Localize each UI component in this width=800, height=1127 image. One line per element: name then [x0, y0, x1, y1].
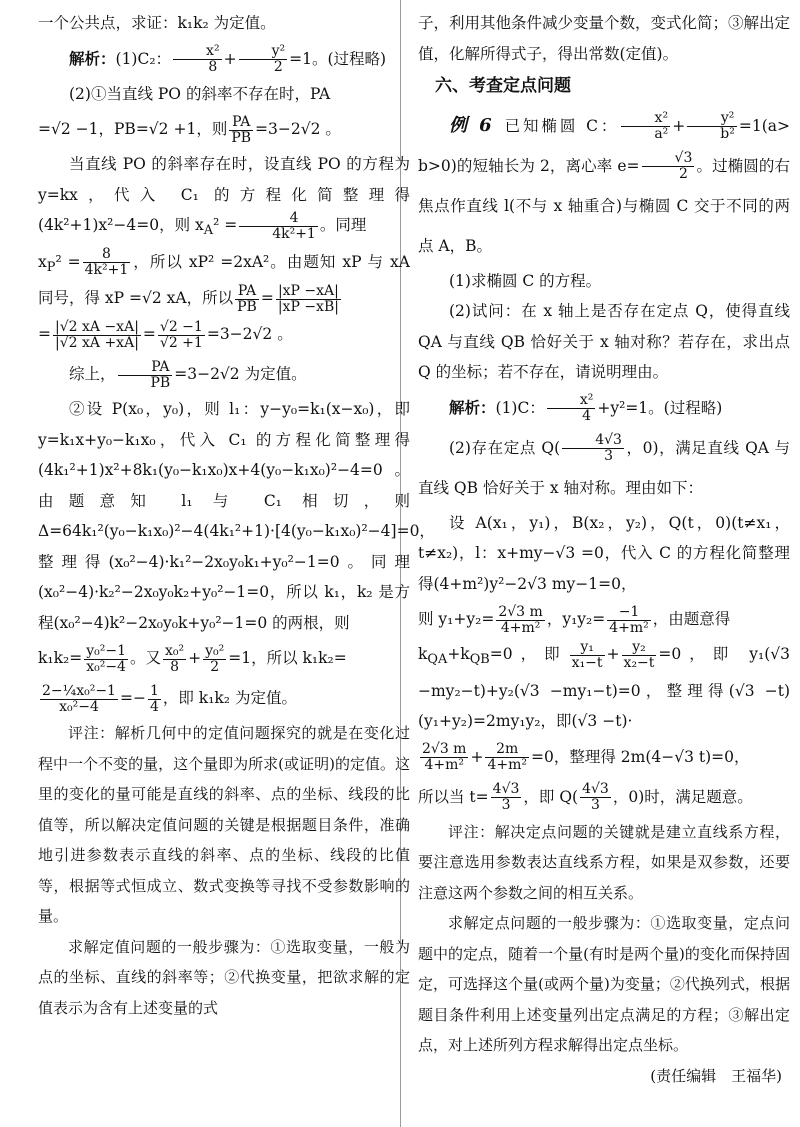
- numerator: −1: [607, 605, 651, 621]
- subscript: QA: [427, 652, 448, 668]
- numerator: x²: [621, 111, 670, 127]
- fraction: [570, 640, 605, 670]
- denominator: 4+m²: [609, 619, 649, 636]
- text: ² =: [55, 252, 81, 271]
- numerator: y₂: [622, 640, 657, 656]
- numerator: 4: [239, 211, 318, 227]
- denominator: 4: [582, 408, 592, 424]
- denominator: 2: [210, 658, 220, 675]
- lc-p7: [38, 354, 410, 394]
- text: ，由题意得: [652, 610, 731, 628]
- rc-p1: 子，利用其他条件减少变量个数，变式化简；③解出定值，化解所得式子，得出常数(定值)。: [418, 14, 791, 63]
- subscript: A: [203, 223, 214, 239]
- right-column: [418, 8, 790, 1091]
- text: (1)C₂：: [115, 49, 172, 68]
- numerator: 4√3: [492, 781, 520, 798]
- denominator: |xP −xB|: [277, 298, 339, 315]
- lc-analysis-1: [38, 39, 410, 79]
- lc-p3a: (2)①当直线 PO 的斜率不存在时，PA: [69, 84, 331, 103]
- fraction: [118, 360, 173, 390]
- text: =3−2√2 。: [206, 325, 293, 344]
- text: 。同理: [319, 216, 367, 234]
- text: =: [142, 325, 156, 344]
- text: (2)存在定点 Q(: [449, 438, 561, 457]
- fraction: [485, 742, 529, 772]
- text: ，0)，满足直线 QA 与直线 QB 恰好关于 x 轴对称。理由如下：: [418, 438, 791, 497]
- denominator: PB: [231, 129, 252, 146]
- numerator: 2√3 m: [422, 741, 467, 758]
- numerator: 4√3: [562, 433, 624, 449]
- text: ，即 Q(: [523, 787, 579, 806]
- denominator: 2: [678, 166, 688, 182]
- denominator: PB: [237, 298, 257, 315]
- fraction: [53, 320, 141, 350]
- fraction: [229, 115, 253, 145]
- denominator: 4k²+1: [272, 225, 316, 242]
- numerator: |xP −xA|: [276, 284, 341, 300]
- numerator: y²: [239, 44, 288, 60]
- text: ，y₁y₂=: [546, 610, 606, 628]
- fraction: [148, 684, 161, 714]
- text: (1)C：: [495, 398, 545, 417]
- denominator: PB: [150, 374, 171, 391]
- text: =0，即 y₁(√3 −my₂−t)+y₂(√3 −my₁−t)=0，整理得(√3 −t)(y₁+y₂)=2my₁y₂，即(√3 −t)·: [418, 645, 790, 731]
- solution-6: [418, 737, 790, 777]
- solution-4: [418, 599, 790, 639]
- denominator: 8: [170, 658, 180, 675]
- lc-p8: ②设 P(x₀，y₀)，则 l₁：y−y₀=k₁(x−x₀)，即 y=k₁x+y₀−k₁x₀，代入 C₁ 的方程化简整理得(4k₁²+1)x²+8k₁(y₀−k₁x₀)x+4(y₀−k₁x₀)²−4=0。由题意知 l₁ 与 C₁ 相切，则 Δ=64k₁²(y₀−k₁x₀)²−4(4k₁²+1)·[4(y₀−k₁x₀)²−4]=0，整理得(x₀²−4)·k₁²−2x₀y₀k₁+y₀²−1=0。同理(x₀²−4)·k₂²−2x₀y₀k₂+y₀²−1=0，所以 k₁，k₂ 是方程(x₀²−4)k²−2x₀y₀k+y₀²−1=0 的两根，则: [38, 400, 435, 632]
- lc-p6: [38, 314, 410, 354]
- fraction: [83, 247, 131, 277]
- text: +: [470, 747, 484, 766]
- denominator: |√2 xA +xA|: [55, 334, 139, 351]
- numerator: y₀²: [205, 643, 225, 660]
- text: =1。(过程略): [289, 49, 387, 68]
- solution-5: [418, 639, 790, 737]
- denominator: 8: [208, 59, 218, 75]
- fraction: [642, 151, 695, 181]
- subscript: P: [46, 259, 56, 275]
- fraction: [203, 644, 226, 674]
- numerator: y₁: [570, 640, 605, 656]
- fraction: [687, 111, 737, 141]
- lc-p5: [38, 247, 410, 315]
- numerator: 1: [149, 683, 159, 700]
- denominator: 4: [149, 698, 159, 715]
- text: +k: [447, 645, 470, 663]
- fraction: [622, 640, 657, 670]
- text: =0，即: [489, 645, 568, 663]
- fraction: [496, 605, 544, 635]
- solution-2: [418, 428, 790, 508]
- denominator: 4+m²: [424, 757, 464, 774]
- numerator: 8: [83, 247, 131, 263]
- numerator: |√2 xA −xA|: [55, 319, 139, 336]
- fraction: [621, 111, 670, 141]
- text: +y²=1。(过程略): [597, 398, 723, 417]
- denominator: 3: [604, 448, 614, 464]
- lc-p9: [38, 638, 410, 678]
- text: =: [38, 325, 51, 344]
- numerator: x₀²: [165, 643, 185, 660]
- fraction: [239, 44, 288, 74]
- example-statement: [418, 106, 790, 266]
- text: 综上，: [69, 365, 116, 384]
- denominator: 4+m²: [487, 757, 527, 774]
- numerator: x²: [547, 393, 596, 409]
- section-heading: 六、考查定点问题: [435, 76, 571, 96]
- lc-comment: 评注：解析几何中的定值问题探究的就是在变化过程中一个不变的量，这个量即为所求(或证明)的定值。这里的变化的量可能是直线的斜率、点的坐标、线段的比值等，所以解决定值问题的关键是根据题目条件，准确地引进参数表示直线的斜率、点的坐标、线段的比值等，根据等式恒成立、数式变换等寻找不受参数影响的量。: [38, 724, 410, 926]
- lc-p3b: [38, 109, 410, 149]
- text: =3−2√2 为定值。: [174, 365, 307, 384]
- text: =1(a> b>0)的短轴长为 2，离心率 e=: [418, 116, 790, 175]
- fraction: [580, 782, 611, 812]
- text: +: [672, 116, 686, 135]
- numerator: y²: [687, 111, 737, 127]
- denominator: x₀²−4: [59, 698, 99, 715]
- text: ，0)时，满足题意。: [612, 787, 753, 806]
- numerator: 4√3: [582, 781, 609, 798]
- question-1: (1)求椭圆 C 的方程。: [449, 271, 602, 290]
- solution-1: [418, 388, 790, 428]
- text: 则 y₁+y₂=: [418, 610, 495, 628]
- text: =: [260, 289, 274, 308]
- analysis-label: 解析：: [69, 48, 116, 68]
- denominator: 2: [273, 59, 283, 75]
- fraction: [235, 284, 259, 314]
- text: 已知椭圆 C：: [501, 116, 620, 135]
- left-column: [38, 8, 435, 1023]
- lc-p4: [38, 149, 410, 247]
- solution-3: 设 A(x₁，y₁)，B(x₂，y₂)，Q(t，0)(t≠x₁，t≠x₂)，l：x+my−√3 =0，代入 C 的方程化简整理得(4+m²)y²−2√3 my−1=0，: [418, 513, 790, 593]
- numerator: PA: [118, 360, 173, 376]
- solution-7: [418, 777, 790, 817]
- editor-credit: (责任编辑 王福华): [650, 1066, 782, 1085]
- denominator: x₁−t: [571, 654, 603, 671]
- numerator: x²: [173, 44, 222, 60]
- text: ，所以 xP² =2xA²。由题知 xP 与 xA 同号，得 xP =√2 xA，所以: [38, 252, 410, 308]
- text: +: [223, 49, 237, 68]
- denominator: 3: [501, 797, 511, 814]
- text: k: [418, 645, 428, 663]
- fraction: [158, 320, 205, 350]
- question-2: (2)试问：在 x 轴上是否存在定点 Q，使得直线 QA 与直线 QB 恰好关于 x 轴对称？若存在，求出点 Q 的坐标；若不存在，请说明理由。: [418, 302, 790, 381]
- fraction: [40, 684, 118, 714]
- denominator: a²: [654, 126, 669, 142]
- text: +: [606, 645, 620, 663]
- analysis-label: 解析：: [449, 397, 496, 417]
- fraction: [547, 393, 596, 423]
- fraction: [562, 433, 624, 463]
- text: +: [188, 649, 202, 668]
- fraction: [607, 605, 651, 635]
- text: 。过椭圆的右焦点作直线 l(不与 x 轴重合)与椭圆 C 交于不同的两点 A，B。: [418, 156, 790, 255]
- lc-p1: 一个公共点，求证：k₁k₂ 为定值。: [38, 14, 276, 32]
- text: 当直线 PO 的斜率存在时，设直线 PO 的方程为 y=kx，代入 C₁ 的方程化简整理得 (4k²+1)x²−4=0，则 x: [38, 155, 410, 234]
- text: =3−2√2 。: [255, 120, 341, 138]
- denominator: b²: [720, 126, 735, 142]
- fraction: [239, 211, 318, 241]
- fraction: [84, 644, 128, 674]
- rc-comment: 评注：解决定点问题的关键就是建立直线系方程，要注意选用参数表达直线系方程，如果是双参数，还要注意这两个参数之间的相互关系。: [418, 822, 790, 902]
- text: =√2 −1，PB=√2 +1，则: [38, 120, 228, 138]
- fraction: [420, 742, 468, 772]
- text: =0，整理得 2m(4−√3 t)=0，: [531, 747, 750, 766]
- text: ，即 k₁k₂ 为定值。: [162, 689, 297, 708]
- denominator: x₀²−4: [86, 658, 126, 675]
- numerator: y₀²−1: [86, 643, 126, 660]
- numerator: 2√3 m: [498, 603, 543, 620]
- text: =−: [119, 689, 146, 708]
- text: =1，所以 k₁k₂=: [228, 649, 347, 668]
- denominator: x₂−t: [623, 654, 655, 671]
- rc-steps: 求解定点问题的一般步骤为：①选取变量，定点问题中的定点，随着一个量(有时是两个量)的变化而保持固定，可选择这个量(或两个量)为变量；②代换列式，根据题目条件利用上述变量列出定点满足的方程；③解出定点，对上述所列方程求解得出定点坐标。: [418, 914, 790, 1055]
- denominator: 4k²+1: [84, 262, 129, 279]
- subscript: QB: [469, 652, 490, 668]
- numerator: PA: [229, 115, 253, 131]
- example-label: 例 6: [449, 114, 492, 136]
- text: k₁k₂=: [38, 649, 83, 668]
- fraction: [276, 284, 341, 314]
- denominator: 3: [591, 797, 600, 814]
- numerator: PA: [235, 284, 259, 300]
- fraction: [491, 782, 522, 812]
- numerator: 2−¼x₀²−1: [42, 683, 116, 700]
- text: 所以当 t=: [418, 787, 489, 806]
- fraction: [173, 44, 222, 74]
- numerator: √3: [642, 151, 695, 167]
- numerator: 2m: [485, 742, 529, 758]
- denominator: √2 +1: [159, 334, 203, 351]
- lc-steps: 求解定值问题的一般步骤为：①选取变量，一般为点的坐标、直线的斜率等；②代换变量，把欲求解的定值表示为含有上述变量的式: [38, 937, 410, 1017]
- text: ² =: [213, 216, 238, 234]
- lc-p10: [38, 678, 410, 718]
- text: 。又: [129, 649, 161, 668]
- text: x: [38, 252, 47, 271]
- numerator: √2 −1: [159, 319, 203, 336]
- fraction: [163, 644, 186, 674]
- denominator: 4+m²: [500, 619, 541, 636]
